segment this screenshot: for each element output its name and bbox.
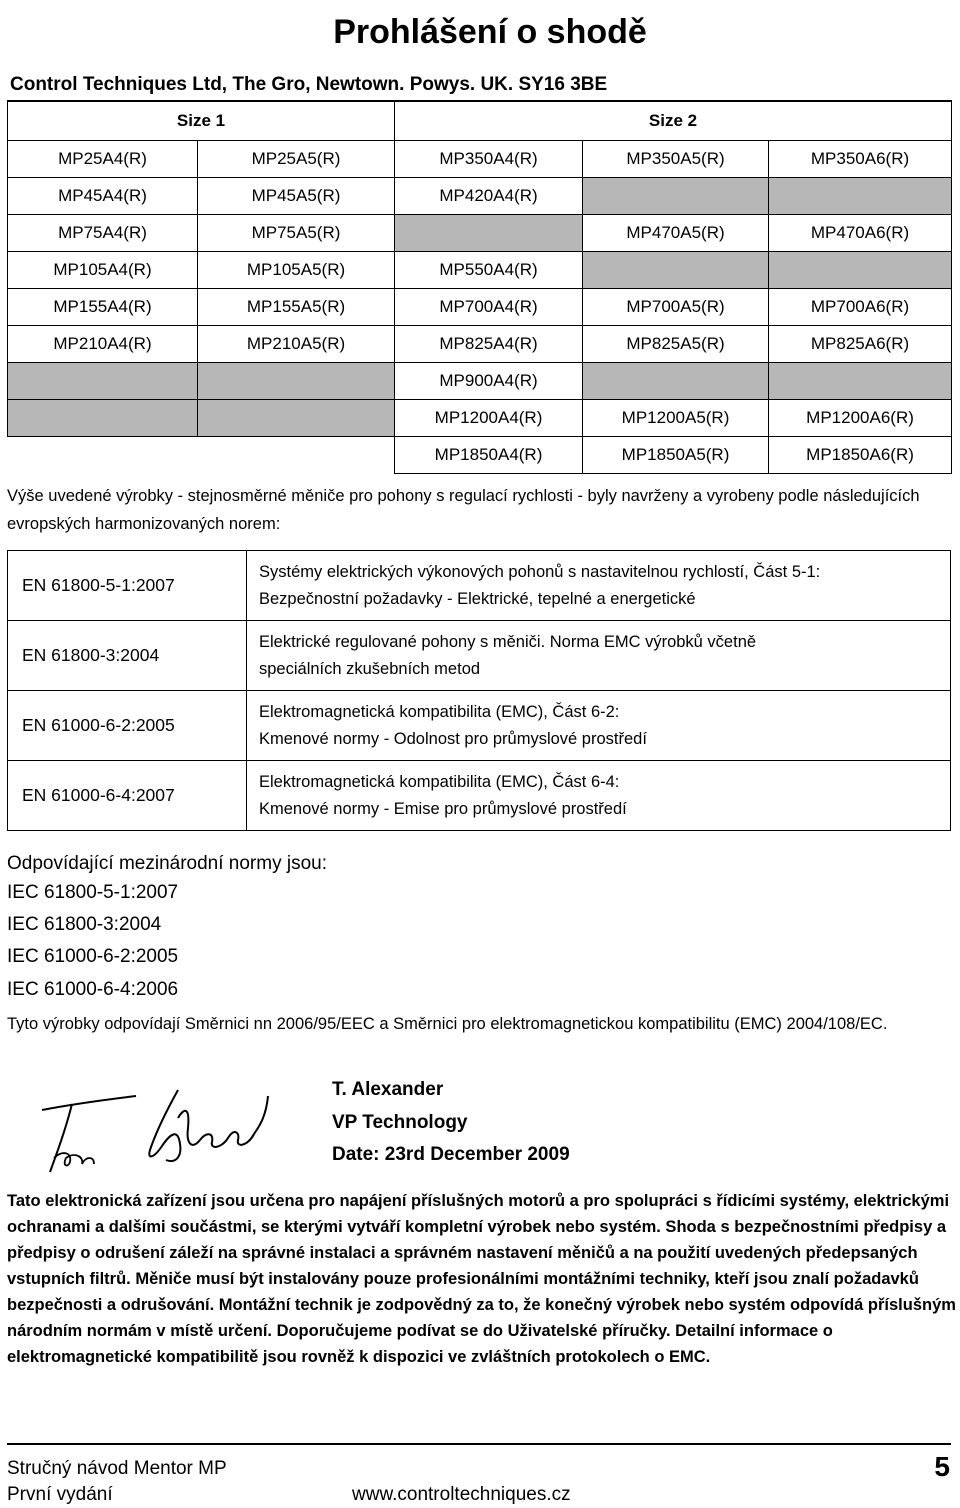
- table-row: [8, 621, 951, 691]
- table-row: [8, 761, 951, 831]
- standards-table: [7, 550, 951, 831]
- iec-standard: IEC 61800-5-1:2007: [7, 882, 179, 903]
- model-cell: MP1850A6(R): [769, 437, 952, 474]
- standard-code: EN 61800-5-1:2007: [8, 551, 247, 621]
- size1-header: Size 1: [8, 101, 395, 141]
- table-header-row: [8, 101, 952, 141]
- model-cell: MP75A4(R): [8, 215, 198, 252]
- standard-desc-line: Kmenové normy - Emise pro průmyslové prostředí: [259, 799, 627, 818]
- standard-desc-line: Systémy elektrických výkonových pohonů s nastavitelnou rychlostí, Část 5-1:: [259, 562, 821, 581]
- model-cell: MP210A4(R): [8, 326, 198, 363]
- standard-description: [247, 621, 951, 691]
- standard-description: [247, 761, 951, 831]
- model-cell: MP700A6(R): [769, 289, 952, 326]
- international-standards-title: Odpovídající mezinárodní normy jsou:: [7, 853, 327, 874]
- model-table: [7, 100, 952, 474]
- table-row: [8, 289, 952, 326]
- model-cell: MP825A4(R): [395, 326, 583, 363]
- signer-block: [332, 1074, 570, 1172]
- page-number: 5: [934, 1451, 950, 1482]
- model-cell: MP45A4(R): [8, 178, 198, 215]
- model-cell: MP350A4(R): [395, 141, 583, 178]
- company-address: Control Techniques Ltd, The Gro, Newtown. Powys. UK. SY16 3BE: [10, 74, 608, 95]
- model-cell: MP1200A4(R): [395, 400, 583, 437]
- empty-cell: [8, 363, 198, 400]
- table-row: [8, 691, 951, 761]
- signature-date: Date: 23rd December 2009: [332, 1144, 570, 1165]
- footer-url[interactable]: www.controltechniques.cz: [352, 1484, 571, 1505]
- model-cell: MP105A5(R): [198, 252, 395, 289]
- empty-cell: [769, 252, 952, 289]
- empty-cell: [583, 363, 769, 400]
- model-cell: MP105A4(R): [8, 252, 198, 289]
- intro-paragraph: Výše uvedené výrobky - stejnosměrné měniče pro pohony s regulací rychlosti - byly navrženy a vyrobeny podle následujících evropských harmonizovaných norem:: [7, 487, 920, 533]
- model-cell: MP350A5(R): [583, 141, 769, 178]
- table-row: [8, 363, 952, 400]
- signer-name: T. Alexander: [332, 1079, 444, 1100]
- standard-code: EN 61800-3:2004: [8, 621, 247, 691]
- model-cell: MP1850A5(R): [583, 437, 769, 474]
- standard-desc-line: Elektromagnetická kompatibilita (EMC), Část 6-4:: [259, 772, 620, 791]
- iec-standard: IEC 61800-3:2004: [7, 914, 162, 935]
- model-cell: MP700A4(R): [395, 289, 583, 326]
- empty-cell: [8, 400, 198, 437]
- iec-standard: IEC 61000-6-4:2006: [7, 979, 179, 1000]
- notice-paragraph: Tato elektronická zařízení jsou určena pro napájení příslušných motorů a pro spolupráci s řídicími systémy, elektrickými ochranami a dalšími součástmi, se kterými vytváří kompletní výrobek nebo systém. Shoda s bezpečnostními předpisy a předpisy o odrušení záleží na správné instalaci a správném nastavení měničů a na použití uvedených předepsaných vstupních filtrů. Měniče musí být instalovány pouze profesionálními montážními techniky, kteří jsou znalí požadavků bezpečnosti a odrušování. Montážní technik je zodpovědný za to, že konečný výrobek nebo systém odpovídá příslušným národním normám v místě určení. Doporučujeme podívat se do Uživatelské příručky. Detailní informace o elektromagnetické kompatibilitě jsou rovněž k dispozici ve zvláštních protokolech o EMC.: [7, 1192, 956, 1366]
- model-cell: MP25A4(R): [8, 141, 198, 178]
- empty-cell: [769, 178, 952, 215]
- model-cell: MP420A4(R): [395, 178, 583, 215]
- model-cell: MP700A5(R): [583, 289, 769, 326]
- directive-paragraph: Tyto výrobky odpovídají Směrnici nn 2006/95/EEC a Směrnici pro elektromagnetickou kompatibilitu (EMC) 2004/108/EC.: [7, 1015, 888, 1033]
- empty-cell: [8, 437, 198, 474]
- table-row: [8, 326, 952, 363]
- model-cell: MP470A5(R): [583, 215, 769, 252]
- empty-cell: [769, 363, 952, 400]
- model-cell: MP825A5(R): [583, 326, 769, 363]
- standard-desc-line: Elektromagnetická kompatibilita (EMC), Část 6-2:: [259, 702, 620, 721]
- table-row: [8, 141, 952, 178]
- empty-cell: [395, 215, 583, 252]
- size2-header: Size 2: [395, 101, 952, 141]
- model-cell: MP45A5(R): [198, 178, 395, 215]
- model-cell: MP550A4(R): [395, 252, 583, 289]
- model-cell: MP1200A5(R): [583, 400, 769, 437]
- standard-description: [247, 691, 951, 761]
- signer-position: VP Technology: [332, 1111, 468, 1133]
- standard-desc-line: Elektrické regulované pohony s měniči. Norma EMC výrobků včetně: [259, 632, 757, 651]
- model-cell: MP350A6(R): [769, 141, 952, 178]
- table-row: [8, 215, 952, 252]
- model-cell: MP75A5(R): [198, 215, 395, 252]
- model-cell: MP155A5(R): [198, 289, 395, 326]
- footer-edition: První vydání: [7, 1484, 113, 1505]
- empty-cell: [583, 178, 769, 215]
- model-cell: MP900A4(R): [395, 363, 583, 400]
- empty-cell: [198, 437, 395, 474]
- table-row: [8, 178, 952, 215]
- empty-cell: [583, 252, 769, 289]
- model-cell: MP825A6(R): [769, 326, 952, 363]
- empty-cell: [198, 363, 395, 400]
- table-row: [8, 437, 952, 474]
- signature-image: [28, 1088, 278, 1178]
- standard-description: [247, 551, 951, 621]
- empty-cell: [198, 400, 395, 437]
- standard-desc-line: Kmenové normy - Odolnost pro průmyslové prostředí: [259, 729, 647, 748]
- model-cell: MP25A5(R): [198, 141, 395, 178]
- iec-standard: IEC 61000-6-2:2005: [7, 946, 179, 967]
- table-row: [8, 252, 952, 289]
- model-cell: MP210A5(R): [198, 326, 395, 363]
- footer-guide-title: Stručný návod Mentor MP: [7, 1458, 227, 1479]
- standard-code: EN 61000-6-4:2007: [8, 761, 247, 831]
- model-cell: MP1850A4(R): [395, 437, 583, 474]
- standard-desc-line: speciálních zkušebních metod: [259, 659, 481, 678]
- model-cell: MP470A6(R): [769, 215, 952, 252]
- table-row: [8, 551, 951, 621]
- standard-desc-line: Bezpečnostní požadavky - Elektrické, tepelné a energetické: [259, 589, 696, 608]
- model-cell: MP1200A6(R): [769, 400, 952, 437]
- model-cell: MP155A4(R): [8, 289, 198, 326]
- page-title: Prohlášení o shodě: [333, 13, 647, 51]
- standard-code: EN 61000-6-2:2005: [8, 691, 247, 761]
- table-row: [8, 400, 952, 437]
- footer-divider: [7, 1443, 951, 1445]
